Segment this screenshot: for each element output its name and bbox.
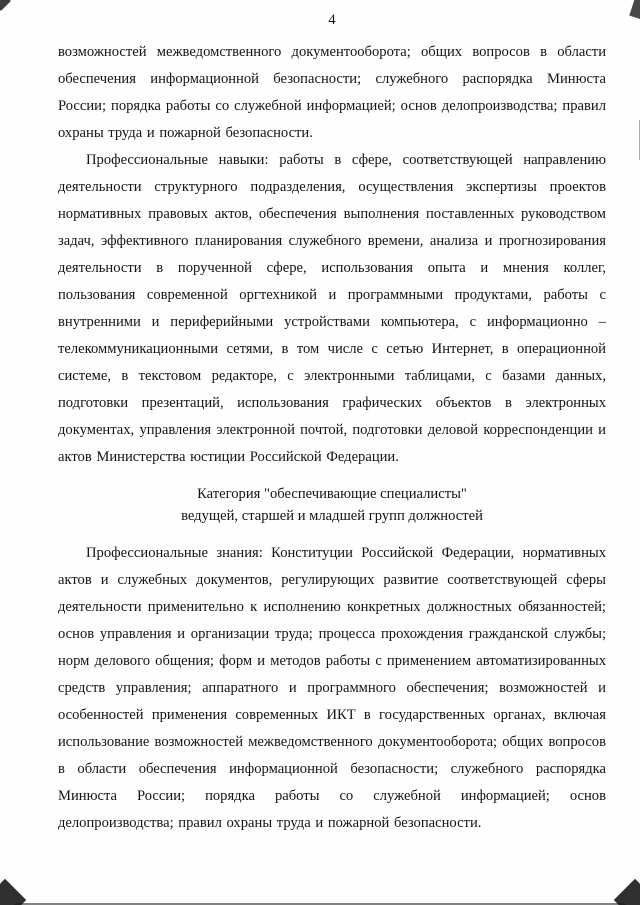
section-heading-line2: ведущей, старшей и младшей групп должностей [181,508,483,524]
paragraph-continuation: возможностей межведомственного документооборота; общих вопросов в области обеспечения информационной безопасности; служебного распорядка Минюста России; порядка работы со служебной информацией; основ делопроизводства; правил охраны труда и пожарной безопасности. [58,44,606,141]
section-heading-line1: Категория "обеспечивающие специалисты" [197,486,467,502]
paragraph-professional-skills: Профессиональные навыки: работы в сфере, соответствующей направлению деятельности структурного подразделения, осуществления экспертизы проектов нормативных правовых актов, обеспечения выполнения поставленных руководством задач, эффективного планирования служебного времени, анализа и прогнозирования деятельности в порученной сфере, использования опыта и мнения коллег, пользования современной оргтехникой и программными продуктами, работы с внутренними и периферийными устройствами компьютера, с информационно – телекоммуникационными сетями, в том числе с сетью Интернет, в операционной системе, в текстовом редакторе, с электронными таблицами, с базами данных, подготовки презентаций, использования графических объектов в электронных документах, управления электронной почтой, подготовки деловой корреспонденции и актов Министерства юстиции Российской Федерации. [58,152,606,465]
scan-artifact-bottom-right [614,879,640,905]
page-number: 4 [328,12,336,28]
paragraph-professional-knowledge: Профессиональные знания: Конституции Российской Федерации, нормативных актов и служебных документов, регулирующих развитие соответствующей сферы деятельности применительно к исполнению конкретных должностных обязанностей; основ управления и организации труда; процесса прохождения гражданской службы; норм делового общения; форм и методов работы с применением автоматизированных средств управления; аппаратного и программного обеспечения; возможностей и особенностей применения современных ИКТ в государственных органах, включая использование возможностей межведомственного документооборота; общих вопросов в области обеспечения информационной безопасности; служебного распорядка Минюста России; порядка работы со служебной информацией; основ делопроизводства; правил охраны труда и пожарной безопасности. [58,545,606,831]
scan-artifact-bottom-left [0,879,26,905]
section-heading [58,483,606,527]
